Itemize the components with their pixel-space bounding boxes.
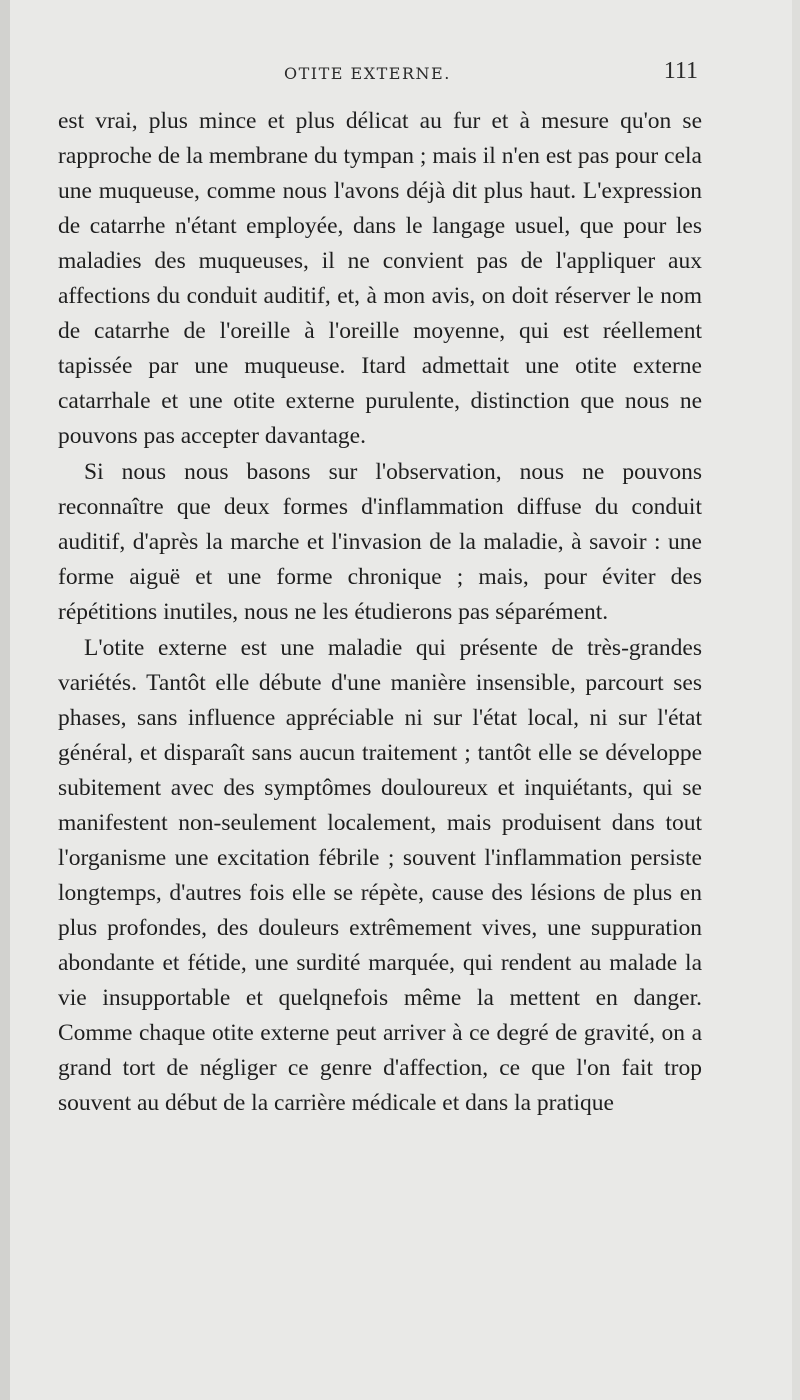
paragraph-1: est vrai, plus mince et plus délicat au fur et à mesure qu'on se rapproche de la membrane du tympan ; mais il n'en est pas pour cela une muqueuse, comme nous l'avons déjà dit plus haut. L'expression de catarrhe n'étant employée, dans le langage usuel, que pour les maladies des muqueuses, il ne convient pas de l'appliquer aux affections du conduit auditif, et, à mon avis, on doit réserver le nom de catarrhe de l'oreille à l'oreille moyenne, qui est réellement tapissée par une muqueuse. Itard admettait une otite externe catarrhale et une otite externe purulente, distinction que nous ne pouvons pas accepter davantage. (58, 108, 702, 449)
running-header (58, 58, 698, 92)
page-number: 111 (663, 58, 698, 84)
page-shadow-left (0, 0, 10, 1400)
body-text (58, 104, 702, 1121)
running-title: OTITE EXTERNE. (284, 64, 451, 83)
page-shadow-right (792, 0, 800, 1400)
paragraph-2: Si nous nous basons sur l'observation, nous ne pouvons reconnaître que deux formes d'inflammation diffuse du conduit auditif, d'après la marche et l'invasion de la maladie, à savoir : une forme aiguë et une forme chronique ; mais, pour éviter des répétitions inutiles, nous ne les étudierons pas séparément. (58, 459, 702, 625)
paragraph-3: L'otite externe est une maladie qui présente de très-grandes variétés. Tantôt elle débute d'une manière insensible, parcourt ses phases, sans influence appréciable ni sur l'état local, ni sur l'état général, et disparaît sans aucun traitement ; tantôt elle se développe subitement avec des symptômes douloureux et inquiétants, qui se manifestent non-seulement localement, mais produisent dans tout l'organisme une excitation fébrile ; souvent l'inflammation persiste longtemps, d'autres fois elle se répète, cause des lésions de plus en plus profondes, des douleurs extrêmement vives, une suppuration abondante et fétide, une surdité marquée, qui rendent au malade la vie insupportable et quelqnefois même la mettent en danger. Comme chaque otite externe peut arriver à ce degré de gravité, on a grand tort de négliger ce genre d'affection, ce que l'on fait trop souvent au début de la carrière médicale et dans la pratique (58, 635, 702, 1116)
